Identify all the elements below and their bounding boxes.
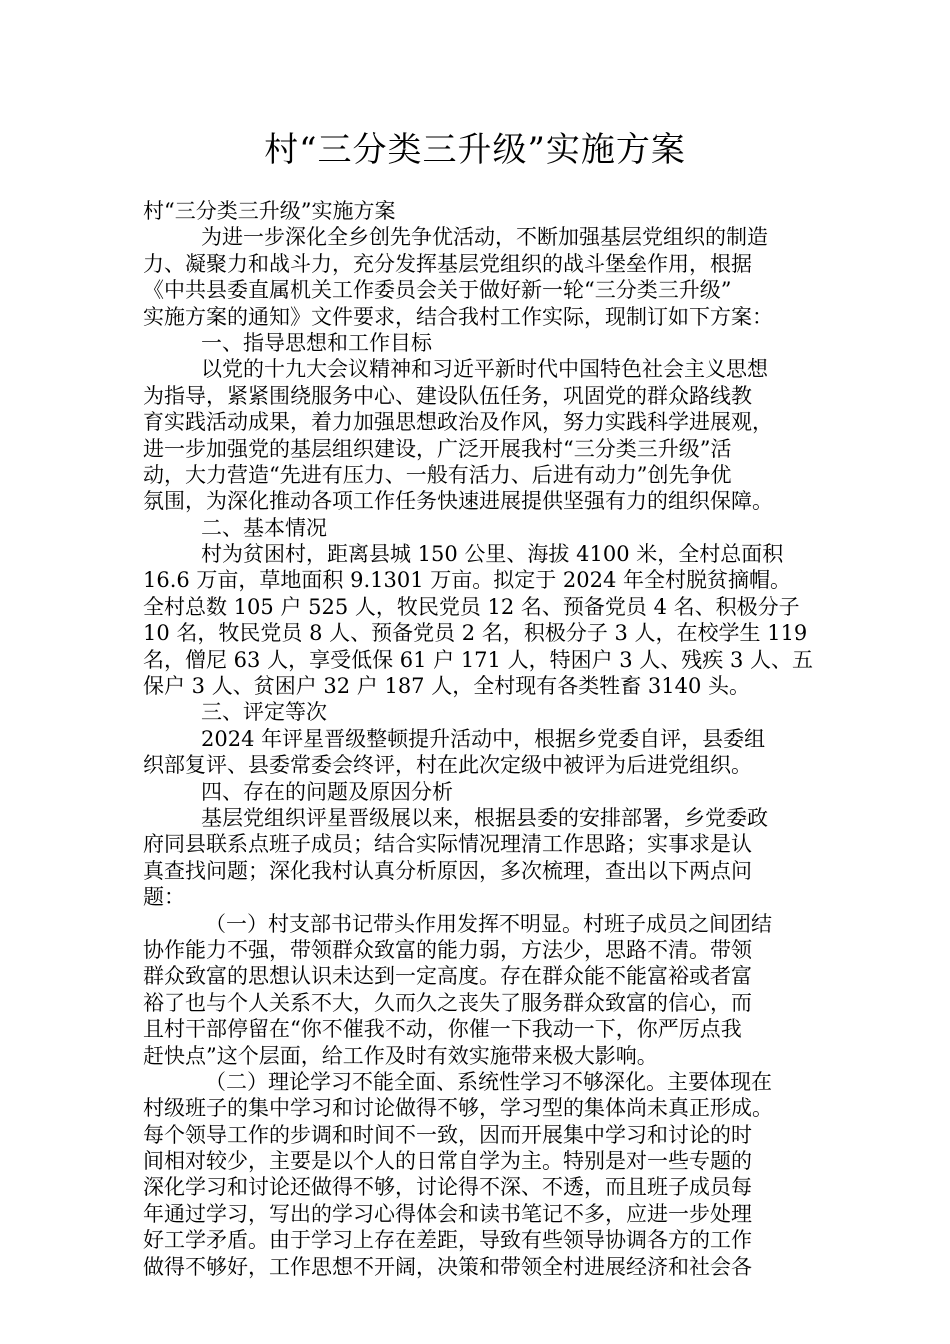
document-body: [143, 198, 823, 1280]
paragraph-line: 为指导，紧紧围绕服务中心、建设队伍任务，巩固党的群众路线教: [143, 383, 752, 408]
paragraph-line: 赶快点”这个层面，给工作及时有效实施带来极大影响。: [143, 1043, 658, 1068]
paragraph-line: 真查找问题；深化我村认真分析原因，多次梳理，查出以下两点问: [143, 858, 752, 883]
paragraph-line: 2024 年评星晋级整顿提升活动中，根据乡党委自评，县委组: [201, 726, 766, 751]
paragraph-line: 10 名，牧民党员 8 人、预备党员 2 名，积极分子 3 人，在校学生 119: [143, 621, 808, 646]
paragraph-line: 群众致富的思想认识未达到一定高度。存在群众能不能富裕或者富: [143, 964, 752, 989]
paragraph-line: 好工学矛盾。由于学习上存在差距，导致有些领导协调各方的工作: [143, 1228, 752, 1253]
paragraph-line: 村级班子的集中学习和讨论做得不够，学习型的集体尚未真正形成。: [143, 1096, 773, 1121]
section-heading: 三、评定等次: [201, 700, 327, 725]
paragraph-line: 育实践活动成果，着力加强思想政治及作风，努力实践科学进展观，: [143, 410, 773, 435]
paragraph-line: 以党的十九大会议精神和习近平新时代中国特色社会主义思想: [201, 357, 768, 382]
section-heading: 二、基本情况: [201, 515, 327, 540]
paragraph-line: 做得不够好，工作思想不开阔，决策和带领全村进展经济和社会各: [143, 1254, 752, 1279]
paragraph-line: 全村总数 105 户 525 人，牧民党员 12 名、预备党员 4 名、积极分子: [143, 594, 800, 619]
paragraph-line: 府同县联系点班子成员；结合实际情况理清工作思路；实事求是认: [143, 832, 752, 857]
section-heading: 四、存在的问题及原因分析: [201, 779, 453, 804]
paragraph-line: 实施方案的通知》文件要求，结合我村工作实际，现制订如下方案：: [143, 304, 773, 329]
paragraph-line: 为进一步深化全乡创先争优活动，不断加强基层党组织的制造: [201, 225, 768, 250]
paragraph-line: 村为贫困村，距离县城 150 公里、海拔 4100 米，全村总面积: [201, 542, 784, 567]
paragraph-line: 《中共县委直属机关工作委员会关于做好新一轮“三分类三升级”: [143, 278, 732, 303]
paragraph-line: 基层党组织评星晋级展以来，根据县委的安排部署，乡党委政: [201, 805, 768, 830]
paragraph-line: 裕了也与个人关系不大，久而久之丧失了服务群众致富的信心，而: [143, 990, 752, 1015]
paragraph-line: 16.6 万亩，草地面积 9.1301 万亩。拟定于 2024 年全村脱贫摘帽。: [143, 568, 792, 593]
paragraph-line: 协作能力不强，带领群众致富的能力弱，方法少，思路不清。带领: [143, 937, 752, 962]
paragraph-line: 织部复评、县委常委会终评，村在此次定级中被评为后进党组织。: [143, 753, 752, 778]
subtitle-line: 村“三分类三升级”实施方案: [143, 199, 396, 223]
subsection-line: （二）理论学习不能全面、系统性学习不够深化。主要体现在: [205, 1069, 772, 1094]
paragraph-line: 进一步加强党的基层组织建设，广泛开展我村“三分类三升级”活: [143, 436, 732, 461]
paragraph-line: 名，僧尼 63 人，享受低保 61 户 171 人，特困户 3 人、残疾 3 人、五: [143, 647, 813, 672]
paragraph-line: 动，大力营造“先进有压力、一般有活力、后进有动力”创先争优: [143, 462, 732, 487]
paragraph-line: 间相对较少，主要是以个人的日常自学为主。特别是对一些专题的: [143, 1149, 752, 1174]
paragraph-line: 每个领导工作的步调和时间不一致，因而开展集中学习和讨论的时: [143, 1122, 752, 1147]
paragraph-line: 保户 3 人、贫困户 32 户 187 人，全村现有各类牲畜 3140 头。: [143, 674, 751, 699]
subsection-line: （一）村支部书记带头作用发挥不明显。村班子成员之间团结: [205, 911, 772, 936]
paragraph-line: 力、凝聚力和战斗力，充分发挥基层党组织的战斗堡垒作用，根据: [143, 251, 752, 276]
paragraph-line: 年通过学习，写出的学习心得体会和读书笔记不多，应进一步处理: [143, 1201, 752, 1226]
section-heading: 一、指导思想和工作目标: [201, 330, 432, 355]
paragraph-line: 深化学习和讨论还做得不够，讨论得不深、不透，而且班子成员每: [143, 1175, 752, 1200]
paragraph-line: 氛围，为深化推动各项工作任务快速进展提供坚强有力的组织保障。: [143, 489, 773, 514]
document-title: 村“三分类三升级”实施方案: [264, 130, 686, 170]
paragraph-line: 题：: [143, 885, 185, 910]
paragraph-line: 且村干部停留在“你不催我不动，你催一下我动一下，你严厉点我: [143, 1017, 742, 1042]
